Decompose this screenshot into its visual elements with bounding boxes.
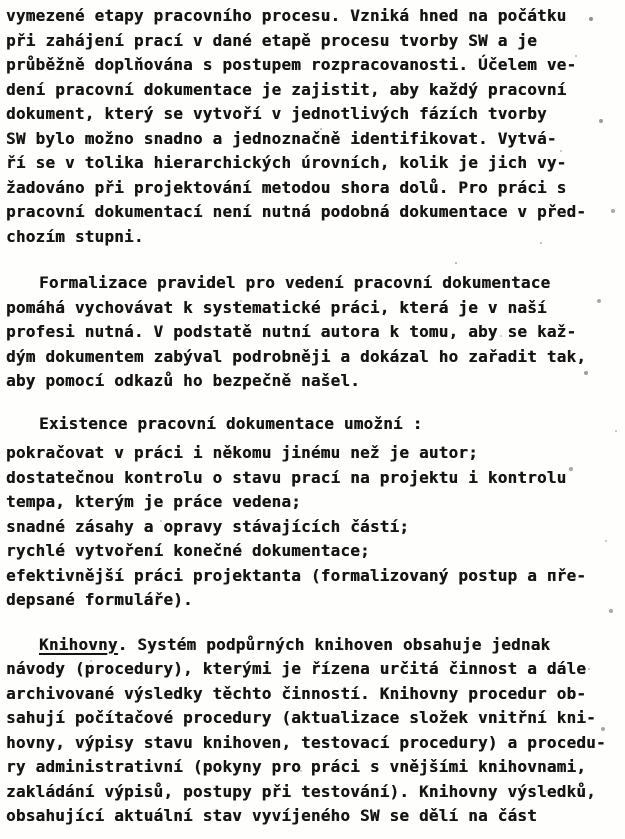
text-line: hovny, výpisy stavu knihoven, testovací procedury) a procedu- (6, 732, 606, 752)
text-line: při zahájení prací v dané etapě procesu tvorby SW a je (6, 30, 537, 50)
text-line (6, 633, 625, 658)
text-line: archivované výsledky těchto činností. Knihovny procedur ob- (6, 683, 587, 703)
text-line: průběžně doplňována s postupem rozpracovanosti. Účelem ve- (6, 55, 577, 74)
list-documentation-benefits (6, 441, 625, 613)
text-line: dým dokumentem zabýval podrobněji a dokázal ho zařadit tak, (6, 346, 587, 366)
text-line: dokument, který se vytvoří v jednotlivých fázích tvorby (6, 104, 547, 123)
list-item: pokračovat v práci i někomu jinému než je autor; (6, 443, 478, 462)
text-line: vymezené etapy pracovního procesu. Vzniká hned na počátku (6, 6, 567, 25)
text-line: Formalizace pravidel pro vedení pracovní dokumentace (39, 273, 551, 292)
list-item: efektivnější práci projektanta (formalizovaný postup a пře- (6, 565, 587, 585)
text-line: ry administrativní (pokyny pro práci s vnějšími knihovnami, (6, 757, 587, 776)
text-line: Existence pracovní dokumentace umožní : (39, 413, 423, 433)
underlined-term-knihovny: Knihovny (39, 634, 118, 654)
text-line: pomáhá vychovávat k systematické práci, která je v naší (6, 297, 547, 317)
scan-noise-specks (0, 0, 2, 2)
text-line: sahují počítačové procedury (aktualizace složek vnitřní kni- (6, 708, 596, 727)
paragraph-documentation-intro (6, 4, 625, 249)
text-line: chozím stupni. (6, 226, 144, 246)
paragraph-knihovny (6, 633, 625, 829)
text-line: profesi nutná. V podstatě nutní autora k tomu, aby se kaž- (6, 322, 577, 341)
text-line: dení pracovní dokumentace je zajistit, aby každý pracovní (6, 79, 567, 99)
list-item: dostatečnou kontrolu o stavu prací na projektu i kontrolu (6, 467, 567, 487)
list-item: snadné zásahy a opravy stávajících částí; (6, 516, 410, 536)
text-line: obsahující aktuální stav vyvíjeného SW se dělí na část (6, 806, 537, 825)
text-line: zakládání výpisů, postupy při testování). Knihovny výsledků, (6, 781, 596, 801)
paragraph-formalizace (6, 271, 625, 394)
text-line: návody (procedury), kterými je řízena určitá činnost a dále (6, 659, 587, 678)
paragraph-existence-heading (6, 412, 625, 437)
text-line: pracovní dokumentací není nutná podobná dokumentace v před- (6, 202, 587, 221)
list-item: depsané formuláře). (6, 590, 193, 609)
list-item: tempa, kterým je práce vedena; (6, 492, 301, 511)
text-line: ří se v tolika hierarchických úrovních, kolik je jich vy- (6, 153, 567, 172)
text-line: aby pomocí odkazů ho bezpečně našel. (6, 371, 360, 390)
text-line: žadováno při projektování metodou shora dolů. Pro práci s (6, 177, 567, 197)
text-line: SW bylo možno snadno a jednoznačně identifikovat. Vytvá- (6, 128, 557, 148)
list-item: rychlé vytvoření konečné dokumentace; (6, 541, 370, 560)
text-segment: . Systém podpůrných knihoven obsahuje jednak (117, 634, 551, 654)
